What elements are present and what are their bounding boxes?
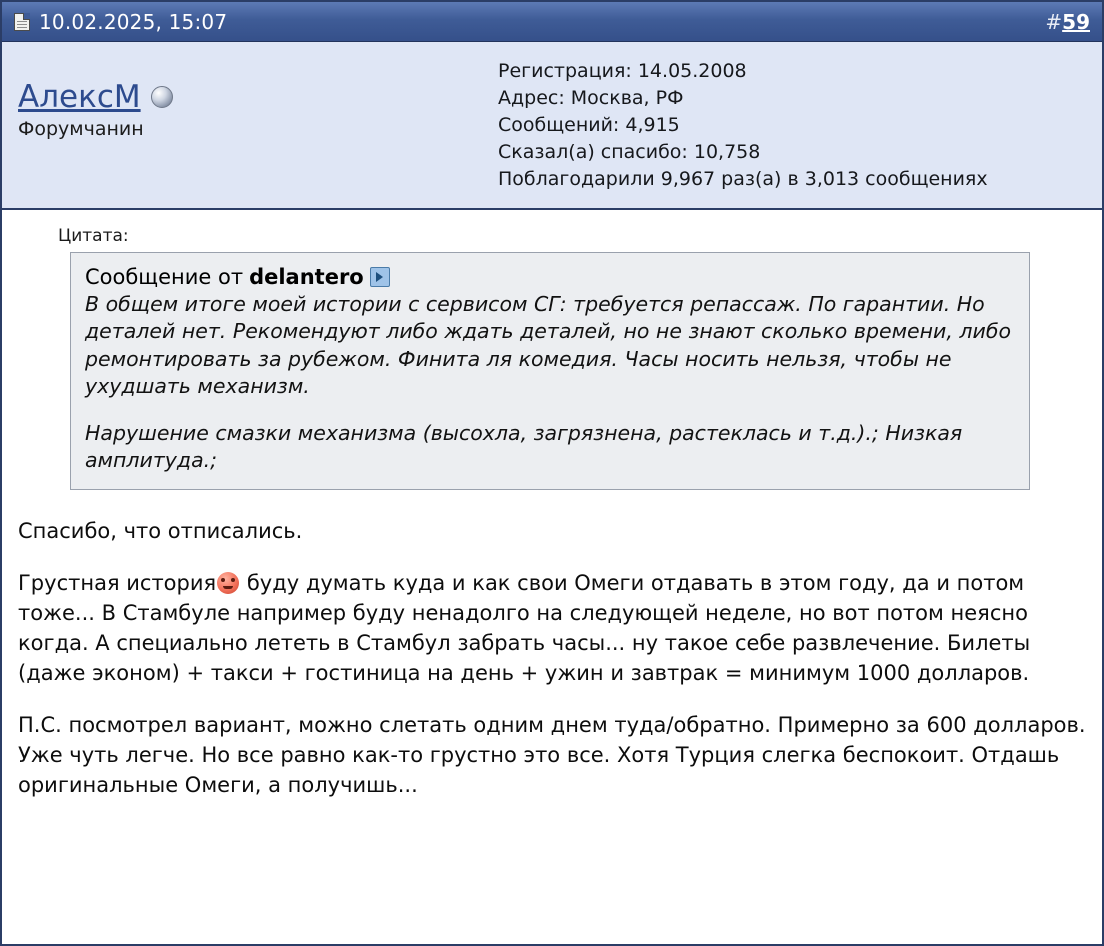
post-header <box>2 2 1102 42</box>
user-stat-registration: Регистрация: 14.05.2008 <box>498 60 747 82</box>
user-stat-thanks-received: Поблагодарили 9,967 раз(а) в 3,013 сообщениях <box>498 167 988 190</box>
post-number-hash: # <box>1045 9 1063 34</box>
user-column <box>18 56 498 196</box>
user-title: Форумчанин <box>18 118 144 141</box>
frowning-face-emoji-icon <box>217 572 239 594</box>
post-body <box>2 210 1102 944</box>
post-number-link[interactable] <box>1045 10 1090 34</box>
post-number-value: 59 <box>1062 9 1090 34</box>
quote-paragraph: В общем итоге моей истории с сервисом СГ: требуется репассаж. По гарантии. Но деталей нет. Рекомендуют либо ждать деталей, но не знают сколько времени, либо ремонтировать за рубежом. Финита ля комедия. Часы носить нельзя, чтобы не ухудшать механизм. <box>85 292 1012 398</box>
document-icon <box>14 13 30 31</box>
post-date: 10.02.2025, 15:07 <box>39 9 228 34</box>
quote-box <box>70 252 1030 490</box>
user-stats <box>498 56 1086 196</box>
message-paragraph-2 <box>18 568 1086 688</box>
post-header-left <box>14 10 1045 34</box>
quote-paragraph: Нарушение смазки механизма (высохла, загрязнена, растеклась и т.д.).; Низкая амплитуда.; <box>85 421 963 473</box>
go-to-post-icon[interactable] <box>370 267 390 287</box>
message-paragraph-1: Спасибо, что отписались. <box>18 518 303 543</box>
message-text-after-emoji: буду думать куда и как свои Омеги отдавать в этом году, да и потом тоже... В Стамбуле например буду ненадолго на следующей неделе, но вот потом неясно когда. А специально лететь в Стамбул забрать часы... ну такое себе развлечение. Билеты (даже эконом) + такси + гостиница на день + ужин и завтрак = минимум 1000 долларов. <box>18 570 1031 685</box>
message-text-before-emoji: Грустная история <box>18 570 217 595</box>
quote-from-prefix: Сообщение от <box>85 265 244 289</box>
message-paragraph-3: П.С. посмотрел вариант, можно слетать одним днем туда/обратно. Примерно за 600 долларов. Уже чуть легче. Но все равно как-то грустно это все. Хотя Турция слегка беспокоит. Отдашь оригинальные Омеги, а получишь... <box>18 712 1086 797</box>
user-stat-posts: Сообщений: 4,915 <box>498 113 680 136</box>
quote-author: delantero <box>249 265 364 289</box>
username-row <box>18 80 498 114</box>
quote-text <box>85 291 1015 475</box>
username-link[interactable]: АлексМ <box>18 79 141 115</box>
user-stat-thanks-given: Сказал(а) спасибо: 10,758 <box>498 140 761 163</box>
post-message <box>18 516 1086 800</box>
quote-header <box>85 265 1015 289</box>
quote-label: Цитата: <box>58 226 129 246</box>
offline-status-orb-icon <box>151 86 173 108</box>
user-stat-address: Адрес: Москва, РФ <box>498 86 684 109</box>
post-userinfo <box>2 42 1102 210</box>
